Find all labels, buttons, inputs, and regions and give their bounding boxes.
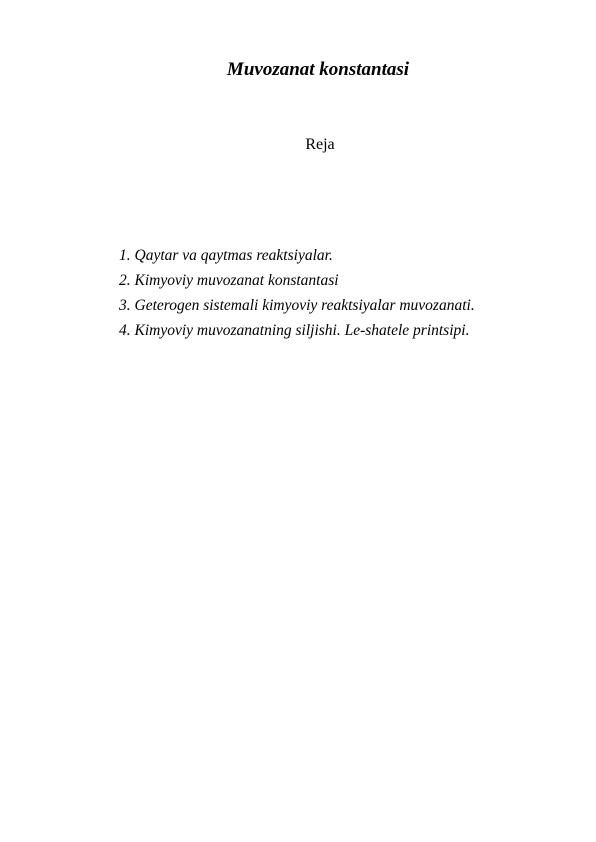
plan-item: 3. Geterogen sistemali kimyoviy reaktsiyalar muvozanati. [119,297,475,314]
plan-list [119,243,579,343]
plan-item: 4. Kimyoviy muvozanatning siljishi. Le-shatele printsipi. [119,322,470,339]
plan-item: 1. Qaytar va qaytmas reaktsiyalar. [119,247,333,264]
plan-heading: Reja [305,136,335,153]
document-title: Muvozanat konstantasi [226,59,410,80]
plan-item: 2. Kimyoviy muvozanat konstantasi [119,272,339,289]
